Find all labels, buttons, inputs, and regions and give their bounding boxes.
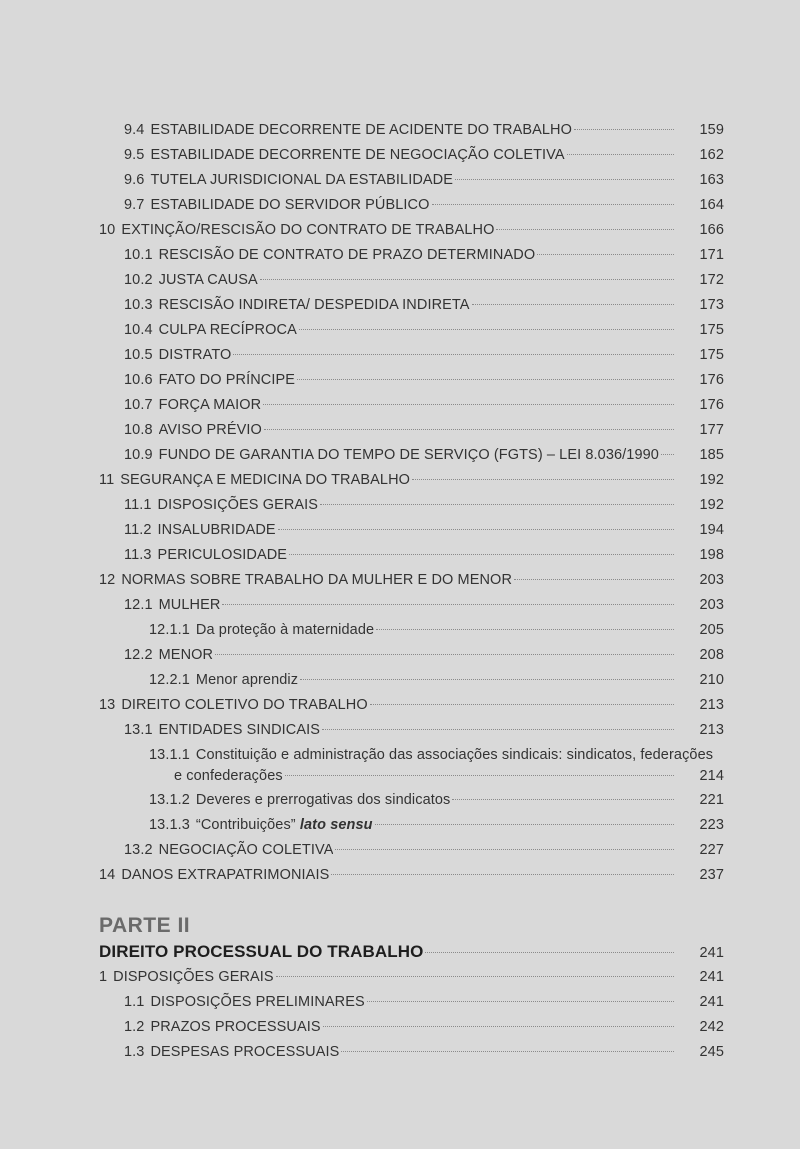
toc-entry[interactable]	[99, 518, 724, 543]
dot-leader	[289, 554, 674, 555]
dot-leader	[215, 654, 674, 655]
toc-entry[interactable]	[99, 143, 724, 168]
toc-entry-title: DIREITO COLETIVO DO TRABALHO	[121, 697, 368, 713]
toc-entry-page: 221	[699, 792, 724, 808]
toc-entry[interactable]	[99, 1040, 724, 1065]
toc-entry-title: DISTRATO	[158, 347, 232, 363]
toc-entry-page: 192	[699, 472, 724, 488]
toc-entry-number: 10.8	[124, 422, 153, 438]
dot-leader	[323, 1026, 674, 1027]
toc-entry-number: 10.1	[124, 247, 153, 263]
toc-entry-number: 9.7	[124, 197, 145, 213]
toc-entry[interactable]	[99, 218, 724, 243]
toc-entry-title: JUSTA CAUSA	[158, 272, 258, 288]
table-of-contents-part2	[99, 939, 724, 1065]
dot-leader	[376, 629, 674, 630]
toc-entry-title: DISPOSIÇÕES PRELIMINARES	[150, 994, 365, 1010]
toc-entry[interactable]	[99, 418, 724, 443]
toc-entry-page: 214	[699, 768, 724, 784]
dot-leader	[260, 279, 674, 280]
toc-entry-page: 203	[699, 572, 724, 588]
toc-entry[interactable]	[99, 243, 724, 268]
toc-entry[interactable]	[99, 468, 724, 493]
toc-entry-title: DESPESAS PROCESSUAIS	[150, 1044, 340, 1060]
toc-entry-number: 13	[99, 697, 116, 713]
toc-entry[interactable]	[99, 965, 724, 990]
toc-entry-number: 10.3	[124, 297, 153, 313]
toc-entry[interactable]	[99, 618, 724, 643]
toc-list-after	[99, 788, 724, 888]
toc-entry[interactable]	[99, 168, 724, 193]
toc-entry-title: MULHER	[158, 597, 221, 613]
toc-entry-number: 1	[99, 969, 108, 985]
toc-entry-page: 227	[699, 842, 724, 858]
toc-entry-title: MENOR	[158, 647, 214, 663]
toc-entry-number: 9.6	[124, 172, 145, 188]
toc-entry[interactable]	[99, 813, 724, 838]
table-of-contents	[99, 118, 724, 888]
toc-entry-page: 164	[699, 197, 724, 213]
dot-leader	[574, 129, 674, 130]
toc-entry-number: 12.1.1	[149, 622, 190, 638]
toc-entry-page: 171	[699, 247, 724, 263]
toc-entry-number: 1.1	[124, 994, 145, 1010]
dot-leader	[472, 304, 674, 305]
toc-entry-page: 166	[699, 222, 724, 238]
toc-entry-title: FUNDO DE GARANTIA DO TEMPO DE SERVIÇO (FGTS) – LEI 8.036/1990	[158, 447, 659, 463]
toc-entry[interactable]	[99, 268, 724, 293]
toc-entry-page: 213	[699, 722, 724, 738]
toc-entry-page: 241	[699, 994, 724, 1010]
toc-entry-page: 176	[699, 372, 724, 388]
dot-leader	[278, 529, 674, 530]
toc-entry-page: 208	[699, 647, 724, 663]
dot-leader	[320, 504, 674, 505]
toc-entry-page: 205	[699, 622, 724, 638]
toc-entry-page: 223	[699, 817, 724, 833]
toc-entry-number: 12.2	[124, 647, 153, 663]
toc-entry-page: 213	[699, 697, 724, 713]
toc-entry-title: NORMAS SOBRE TRABALHO DA MULHER E DO MENOR	[121, 572, 513, 588]
toc-entry[interactable]	[99, 643, 724, 668]
toc-entry-page: 203	[699, 597, 724, 613]
dot-leader	[425, 952, 674, 953]
toc-entry-number: 1.2	[124, 1019, 145, 1035]
toc-entry-title: DISPOSIÇÕES GERAIS	[157, 497, 319, 513]
toc-entry-title: RESCISÃO DE CONTRATO DE PRAZO DETERMINADO	[158, 247, 536, 263]
toc-entry-title: NEGOCIAÇÃO COLETIVA	[158, 842, 334, 858]
toc-entry-number: 13.1.1	[149, 747, 190, 763]
toc-entry-page: 241	[699, 969, 724, 985]
toc-entry-title: FORÇA MAIOR	[158, 397, 262, 413]
dot-leader	[285, 775, 674, 776]
toc-entry[interactable]	[99, 718, 724, 743]
toc-entry-title: INSALUBRIDADE	[157, 522, 276, 538]
toc-entry-title: “Contribuições” lato sensu	[195, 817, 373, 833]
toc-entry-title: Da proteção à maternidade	[195, 622, 375, 638]
toc-entry[interactable]	[99, 393, 724, 418]
toc-entry-title: Menor aprendiz	[195, 672, 299, 688]
dot-leader	[455, 179, 674, 180]
toc-entry[interactable]	[99, 693, 724, 718]
toc-entry-number: 12.1	[124, 597, 153, 613]
toc-entry-page: 192	[699, 497, 724, 513]
toc-entry-title-line2: e confederações	[174, 768, 283, 784]
toc-entry-page: 175	[699, 347, 724, 363]
toc-entry-page: 210	[699, 672, 724, 688]
toc-entry-number: 11	[99, 472, 115, 488]
toc-entry-number: 1.3	[124, 1044, 145, 1060]
toc-entry-page: 175	[699, 322, 724, 338]
toc-entry-number: 10.5	[124, 347, 153, 363]
part-title-page: 241	[699, 945, 724, 961]
dot-leader	[335, 849, 674, 850]
toc-entry-title: PRAZOS PROCESSUAIS	[150, 1019, 321, 1035]
toc-entry-number: 13.1.2	[149, 792, 190, 808]
toc-entry-number: 10.2	[124, 272, 153, 288]
toc-entry-page: 159	[699, 122, 724, 138]
toc-entry[interactable]	[99, 443, 724, 468]
toc-entry[interactable]	[99, 593, 724, 618]
toc-entry-number: 11.3	[124, 547, 152, 563]
toc-entry[interactable]	[99, 293, 724, 318]
toc-entry-title: DANOS EXTRAPATRIMONIAIS	[121, 867, 330, 883]
toc-list	[99, 118, 724, 743]
toc-entry-page: 176	[699, 397, 724, 413]
toc-entry[interactable]	[99, 543, 724, 568]
toc-entry[interactable]	[99, 118, 724, 143]
toc-entry-number: 11.1	[124, 497, 152, 513]
dot-leader	[264, 429, 674, 430]
toc-entry-number: 11.2	[124, 522, 152, 538]
toc-entry-page: 198	[699, 547, 724, 563]
toc-entry-number: 9.5	[124, 147, 145, 163]
toc-entry-title: ESTABILIDADE DECORRENTE DE NEGOCIAÇÃO COLETIVA	[150, 147, 565, 163]
toc-entry[interactable]	[99, 990, 724, 1015]
toc-entry-number: 9.4	[124, 122, 145, 138]
toc-entry-title: PERICULOSIDADE	[157, 547, 288, 563]
toc-entry-page: 242	[699, 1019, 724, 1035]
dot-leader	[367, 1001, 674, 1002]
toc-entry-title-line1: Constituição e administração das associações sindicais: sindicatos, federações	[195, 747, 714, 763]
dot-leader	[276, 976, 674, 977]
toc-entry[interactable]	[99, 568, 724, 593]
toc-entry-number: 10	[99, 222, 116, 238]
dot-leader	[341, 1051, 674, 1052]
dot-leader	[299, 329, 674, 330]
toc-entry-title: TUTELA JURISDICIONAL DA ESTABILIDADE	[150, 172, 454, 188]
toc-entry[interactable]	[99, 368, 724, 393]
dot-leader	[297, 379, 674, 380]
toc-entry-title: AVISO PRÉVIO	[158, 422, 262, 438]
dot-leader	[567, 154, 674, 155]
dot-leader	[300, 679, 674, 680]
toc-entry-page: 237	[699, 867, 724, 883]
dot-leader	[514, 579, 674, 580]
toc-entry-number: 10.6	[124, 372, 153, 388]
toc-entry-title: ENTIDADES SINDICAIS	[158, 722, 321, 738]
toc-entry[interactable]	[99, 343, 724, 368]
dot-leader	[233, 354, 674, 355]
toc-entry-page: 177	[699, 422, 724, 438]
toc-entry-number: 13.1.3	[149, 817, 190, 833]
toc-entry[interactable]	[99, 838, 724, 863]
toc-entry-page: 163	[699, 172, 724, 188]
toc-entry-page: 173	[699, 297, 724, 313]
part-label: PARTE II	[99, 914, 191, 937]
toc-entry[interactable]	[99, 193, 724, 218]
toc-entry-title: Deveres e prerrogativas dos sindicatos	[195, 792, 451, 808]
dot-leader	[263, 404, 674, 405]
toc-entry-title: EXTINÇÃO/RESCISÃO DO CONTRATO DE TRABALHO	[121, 222, 495, 238]
dot-leader	[370, 704, 674, 705]
toc-entry[interactable]	[99, 863, 724, 888]
part-title-row[interactable]	[99, 939, 724, 965]
toc-entry-title: ESTABILIDADE DO SERVIDOR PÚBLICO	[150, 197, 430, 213]
dot-leader	[375, 824, 674, 825]
dot-leader	[412, 479, 674, 480]
toc-list-part2	[99, 965, 724, 1065]
part-title: DIREITO PROCESSUAL DO TRABALHO	[99, 942, 424, 961]
dot-leader	[432, 204, 674, 205]
toc-entry-page: 172	[699, 272, 724, 288]
toc-entry-title-emphasis: lato sensu	[299, 817, 373, 833]
toc-entry-page: 245	[699, 1044, 724, 1060]
toc-entry-number: 10.4	[124, 322, 153, 338]
toc-entry[interactable]	[99, 318, 724, 343]
dot-leader	[452, 799, 674, 800]
toc-entry-number: 10.7	[124, 397, 153, 413]
toc-entry-title: SEGURANÇA E MEDICINA DO TRABALHO	[120, 472, 411, 488]
toc-entry-title: ESTABILIDADE DECORRENTE DE ACIDENTE DO TRABALHO	[150, 122, 572, 138]
toc-entry-page: 162	[699, 147, 724, 163]
toc-entry-title: RESCISÃO INDIRETA/ DESPEDIDA INDIRETA	[158, 297, 470, 313]
toc-entry-number: 14	[99, 867, 116, 883]
dot-leader	[322, 729, 674, 730]
toc-entry-title: CULPA RECÍPROCA	[158, 322, 297, 338]
toc-entry[interactable]	[99, 668, 724, 693]
toc-entry-wrapped[interactable]	[99, 745, 724, 765]
toc-entry-number: 13.1	[124, 722, 153, 738]
dot-leader	[661, 454, 674, 455]
toc-entry-number: 12	[99, 572, 116, 588]
toc-entry-page: 194	[699, 522, 724, 538]
toc-entry-page: 185	[699, 447, 724, 463]
toc-entry-number: 12.2.1	[149, 672, 190, 688]
toc-entry-title: FATO DO PRÍNCIPE	[158, 372, 296, 388]
toc-entry-number: 13.2	[124, 842, 153, 858]
dot-leader	[331, 874, 674, 875]
dot-leader	[496, 229, 674, 230]
toc-entry[interactable]	[99, 1015, 724, 1040]
toc-entry-title: DISPOSIÇÕES GERAIS	[113, 969, 274, 985]
dot-leader	[222, 604, 674, 605]
dot-leader	[537, 254, 674, 255]
toc-entry[interactable]	[99, 788, 724, 813]
toc-entry-number: 10.9	[124, 447, 153, 463]
toc-entry-wrapped-continuation[interactable]	[99, 765, 724, 787]
toc-entry[interactable]	[99, 493, 724, 518]
